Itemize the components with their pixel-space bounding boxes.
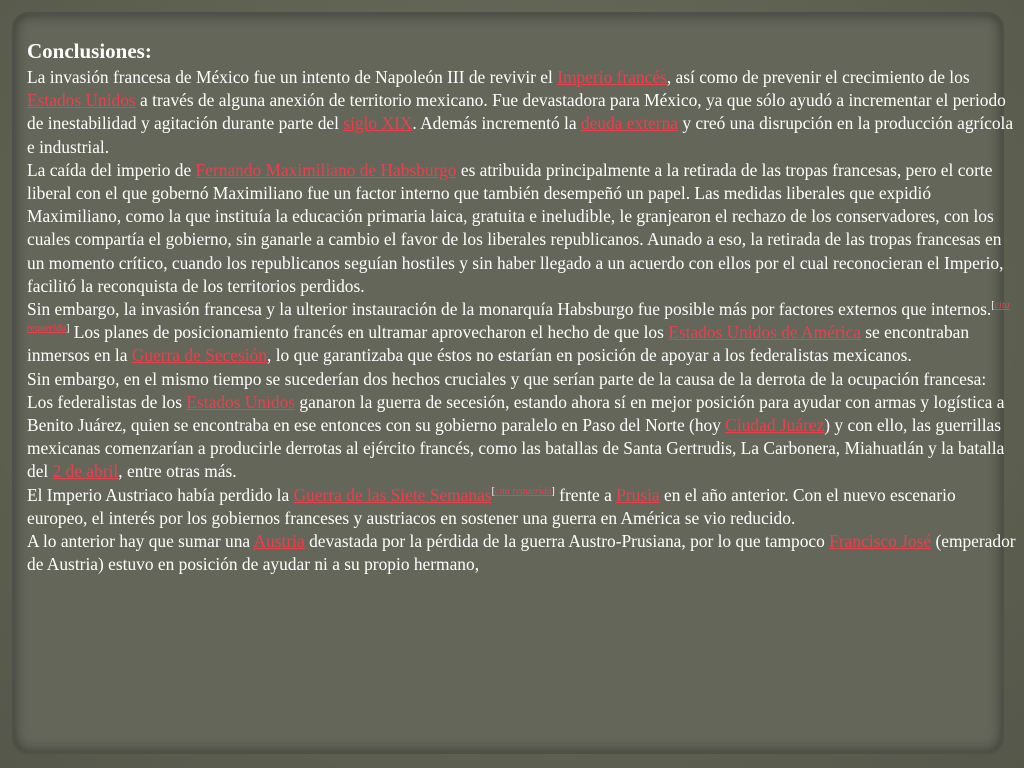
link-guerra-siete-semanas[interactable]: Guerra de las Siete Semanas [293,484,492,505]
text: es atribuida principalmente a la retirada de las tropas francesas, pero el corte liberal con el que gobernó Maximiliano fue un factor interno que también desempeñó un papel. Las medidas liberales que expidió Maximiliano, como la que instituía la educación primaria laica, gratuita e ineludible, le granjearon el rechazo de los conservadores, con los cuales compartía el gobierno, sin ganarle a cambio el favor de los liberales republicanos. Aunado a eso, la retirada de las tropas francesas en un momento crítico, cuando los republicanos seguían hostiles y sin haber llegado a un acuerdo con ellos por el cual reconocieran el Imperio, facilitó la reconquista de los territorios perdidos. [27,159,1004,296]
link-2-de-abril[interactable]: 2 de abril [52,461,119,482]
paragraph-2 [27,159,1017,298]
link-prusia[interactable]: Prusia [616,484,660,505]
paragraph-7 [27,530,1017,576]
text: ) y con ello, las guerrillas mexicanas comenzarían a producirle derrotas al ejército francés, como las batallas de Santa Gertrudis, La Carbonera, Miahuatlán y la batalla del [27,415,1005,482]
text: La caída del imperio de [27,159,196,180]
text: se encontraban inmersos en la [27,322,970,366]
text: ganaron la guerra de secesión, estando ahora sí en mejor posición para ayudar con armas y logística a Benito Juárez, quien se encontraba en ese entonces con su gobierno paralelo en Paso del Norte (hoy [27,391,1005,436]
link-austria[interactable]: Austria [253,531,305,552]
link-guerra-de-secesion[interactable]: Guerra de Secesión [131,345,268,366]
paragraph-4 [27,368,1017,391]
text: La invasión francesa de México fue un intento de Napoleón III de revivir el [27,67,558,87]
cite-bracket: [ [991,300,995,312]
link-ciudad-juarez[interactable]: Ciudad Juárez [725,415,825,436]
text: a través de alguna anexión de territorio mexicano. Fue devastadora para México, ya que sólo ayudó a incrementar el periodo de inestabilidad y agitación durante parte del [27,90,1006,134]
text: y creó una disrupción en la producción agrícola e industrial. [27,113,1014,157]
paragraph-1 [27,66,1017,159]
text: Los planes de posicionamiento francés en ultramar aprovecharon el hecho de que los [69,322,669,343]
text: (emperador de Austria) estuvo en posición de ayudar ni a su propio hermano, [27,531,1016,575]
text: , lo que garantizaba que éstos no estarían en posición de apoyar a los federalistas mexicanos. [267,345,912,366]
paragraph-3 [27,298,1017,368]
text: frente a [554,484,617,505]
text: Sin embargo, en el mismo tiempo se sucederían dos hechos cruciales y que serían parte de la causa de la derrota de la ocupación francesa: [27,368,987,389]
cite-bracket: ] [551,485,555,497]
cite-link[interactable]: cita requerida [494,485,552,497]
text: , entre otras más. [118,461,237,482]
cite-bracket: [ [491,485,495,497]
link-imperio-frances[interactable]: Imperio francés [557,67,667,87]
link-siglo-xix[interactable]: siglo XIX [343,113,413,134]
text: A lo anterior hay que sumar una [27,531,254,552]
text: Sin embargo, la invasión francesa y la ulterior instauración de la monarquía Habsburgo fue posible más por factores externos que internos. [27,299,992,320]
slide-heading: Conclusiones: [27,39,152,63]
link-francisco-jose[interactable]: Francisco José [829,531,932,552]
text: devastada por la pérdida de la guerra Austro-Prusiana, por lo que tampoco [304,531,830,552]
cite-link[interactable]: cita requerida [27,300,1010,335]
slide-content [27,38,1017,576]
link-fernando-maximiliano[interactable]: Fernando Maximiliano de Habsburgo [195,159,457,180]
text: , así como de prevenir el crecimiento de los [666,67,970,87]
cite-bracket: ] [66,323,70,335]
citation-needed [492,486,555,497]
paragraph-6 [27,484,1017,530]
text: El Imperio Austriaco había perdido la [27,484,294,505]
text: en el año anterior. Con el nuevo escenario europeo, el interés por los gobiernos franceses y austriacos en sostener una guerra en América se vio reducido. [27,484,956,528]
text: . Además incrementó la [412,113,581,134]
link-estados-unidos[interactable]: Estados Unidos [27,90,136,111]
link-deuda-externa[interactable]: deuda externa [580,113,678,134]
link-estados-unidos[interactable]: Estados Unidos [186,391,296,412]
link-estados-unidos-de-america[interactable]: Estados Unidos de América [668,322,861,343]
paragraph-5 [27,391,1017,484]
text: Los federalistas de los [27,391,187,412]
